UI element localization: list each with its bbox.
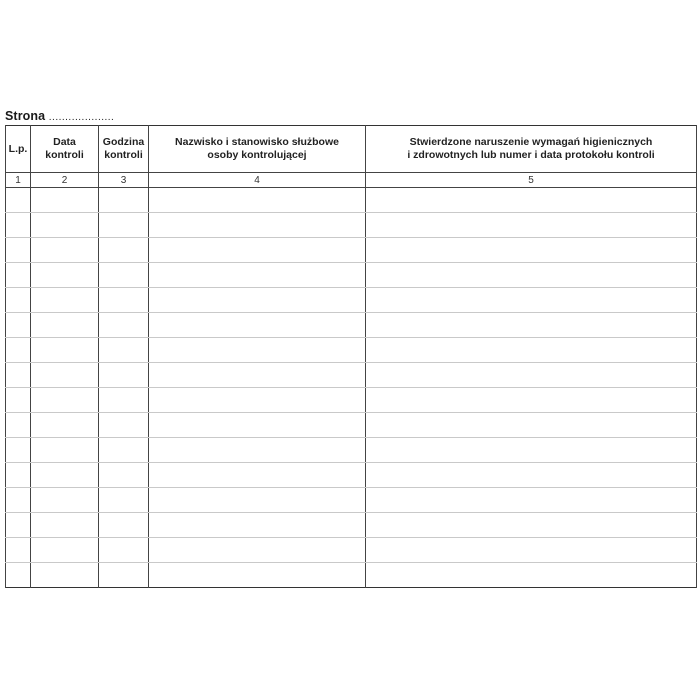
violations-cell[interactable] [366, 438, 697, 463]
time-cell[interactable] [99, 338, 149, 363]
violations-cell[interactable] [366, 513, 697, 538]
violations-cell[interactable] [366, 388, 697, 413]
date-cell[interactable] [31, 313, 99, 338]
column-header-violations [366, 126, 697, 173]
table-row [6, 413, 697, 438]
time-cell[interactable] [99, 213, 149, 238]
table-row [6, 488, 697, 513]
time-cell[interactable] [99, 238, 149, 263]
lp-cell[interactable] [6, 238, 31, 263]
date-cell[interactable] [31, 238, 99, 263]
violations-cell[interactable] [366, 488, 697, 513]
table-header-row [6, 126, 697, 173]
time-cell[interactable] [99, 263, 149, 288]
date-cell[interactable] [31, 188, 99, 213]
violations-cell[interactable] [366, 463, 697, 488]
column-header-inspector [149, 126, 366, 173]
inspector-cell[interactable] [149, 313, 366, 338]
time-cell[interactable] [99, 188, 149, 213]
column-number-row [6, 173, 697, 188]
column-header-time-line2: kontroli [104, 149, 143, 161]
column-header-time [99, 126, 149, 173]
date-cell[interactable] [31, 338, 99, 363]
inspector-cell[interactable] [149, 388, 366, 413]
inspector-cell[interactable] [149, 188, 366, 213]
lp-cell[interactable] [6, 313, 31, 338]
violations-cell[interactable] [366, 363, 697, 388]
table-row [6, 463, 697, 488]
table-row [6, 388, 697, 413]
lp-cell[interactable] [6, 188, 31, 213]
violations-cell[interactable] [366, 313, 697, 338]
inspector-cell[interactable] [149, 263, 366, 288]
column-number-3: 3 [99, 173, 149, 188]
table-row [6, 513, 697, 538]
column-number-2: 2 [31, 173, 99, 188]
table-body [6, 188, 697, 588]
lp-cell[interactable] [6, 213, 31, 238]
time-cell[interactable] [99, 313, 149, 338]
inspection-log-table [5, 125, 697, 588]
lp-cell[interactable] [6, 388, 31, 413]
violations-cell[interactable] [366, 413, 697, 438]
lp-cell[interactable] [6, 263, 31, 288]
inspector-cell[interactable] [149, 438, 366, 463]
lp-cell[interactable] [6, 438, 31, 463]
column-number-1: 1 [6, 173, 31, 188]
table-row [6, 538, 697, 563]
lp-cell[interactable] [6, 563, 31, 588]
column-number-4: 4 [149, 173, 366, 188]
column-header-date [31, 126, 99, 173]
date-cell[interactable] [31, 388, 99, 413]
time-cell[interactable] [99, 363, 149, 388]
table-row [6, 363, 697, 388]
date-cell[interactable] [31, 263, 99, 288]
column-number-5: 5 [366, 173, 697, 188]
column-header-violations-line2: i zdrowotnych lub numer i data protokołu kontroli [407, 149, 655, 161]
date-cell[interactable] [31, 513, 99, 538]
time-cell[interactable] [99, 463, 149, 488]
violations-cell[interactable] [366, 263, 697, 288]
column-header-inspector-line2: osoby kontrolującej [207, 149, 307, 161]
column-header-time-line1: Godzina [102, 136, 145, 148]
inspector-cell[interactable] [149, 213, 366, 238]
table-row [6, 238, 697, 263]
time-cell[interactable] [99, 438, 149, 463]
lp-cell[interactable] [6, 413, 31, 438]
violations-cell[interactable] [366, 213, 697, 238]
date-cell[interactable] [31, 538, 99, 563]
lp-cell[interactable] [6, 363, 31, 388]
date-cell[interactable] [31, 438, 99, 463]
lp-cell[interactable] [6, 538, 31, 563]
date-cell[interactable] [31, 213, 99, 238]
time-cell[interactable] [99, 538, 149, 563]
table-row [6, 213, 697, 238]
time-cell[interactable] [99, 288, 149, 313]
time-cell[interactable] [99, 413, 149, 438]
violations-cell[interactable] [366, 538, 697, 563]
column-header-date-line1: Data [53, 136, 76, 148]
time-cell[interactable] [99, 488, 149, 513]
lp-cell[interactable] [6, 288, 31, 313]
date-cell[interactable] [31, 288, 99, 313]
violations-cell[interactable] [366, 288, 697, 313]
violations-cell[interactable] [366, 338, 697, 363]
table-row [6, 338, 697, 363]
column-header-lp-label: L.p. [8, 142, 28, 155]
table-row [6, 438, 697, 463]
date-cell[interactable] [31, 488, 99, 513]
date-cell[interactable] [31, 363, 99, 388]
column-header-date-line2: kontroli [45, 149, 84, 161]
time-cell[interactable] [99, 563, 149, 588]
inspector-cell[interactable] [149, 238, 366, 263]
inspector-cell[interactable] [149, 563, 366, 588]
lp-cell[interactable] [6, 463, 31, 488]
inspector-cell[interactable] [149, 538, 366, 563]
column-header-violations-line1: Stwierdzone naruszenie wymagań higienicznych [409, 136, 653, 148]
table-row [6, 263, 697, 288]
inspector-cell[interactable] [149, 413, 366, 438]
date-cell[interactable] [31, 413, 99, 438]
violations-cell[interactable] [366, 563, 697, 588]
column-header-lp [6, 126, 31, 173]
time-cell[interactable] [99, 388, 149, 413]
inspector-cell[interactable] [149, 363, 366, 388]
table-row [6, 188, 697, 213]
page-number-label [5, 109, 114, 123]
violations-cell[interactable] [366, 188, 697, 213]
date-cell[interactable] [31, 463, 99, 488]
violations-cell[interactable] [366, 238, 697, 263]
inspector-cell[interactable] [149, 463, 366, 488]
table-row [6, 563, 697, 588]
inspector-cell[interactable] [149, 488, 366, 513]
inspector-cell[interactable] [149, 288, 366, 313]
lp-cell[interactable] [6, 488, 31, 513]
lp-cell[interactable] [6, 338, 31, 363]
page-number-field[interactable]: .................... [48, 112, 115, 123]
column-header-inspector-line1: Nazwisko i stanowisko służbowe [175, 136, 339, 148]
table-row [6, 288, 697, 313]
date-cell[interactable] [31, 563, 99, 588]
inspector-cell[interactable] [149, 513, 366, 538]
page-label-text: Strona [5, 109, 46, 123]
table-row [6, 313, 697, 338]
time-cell[interactable] [99, 513, 149, 538]
inspector-cell[interactable] [149, 338, 366, 363]
lp-cell[interactable] [6, 513, 31, 538]
